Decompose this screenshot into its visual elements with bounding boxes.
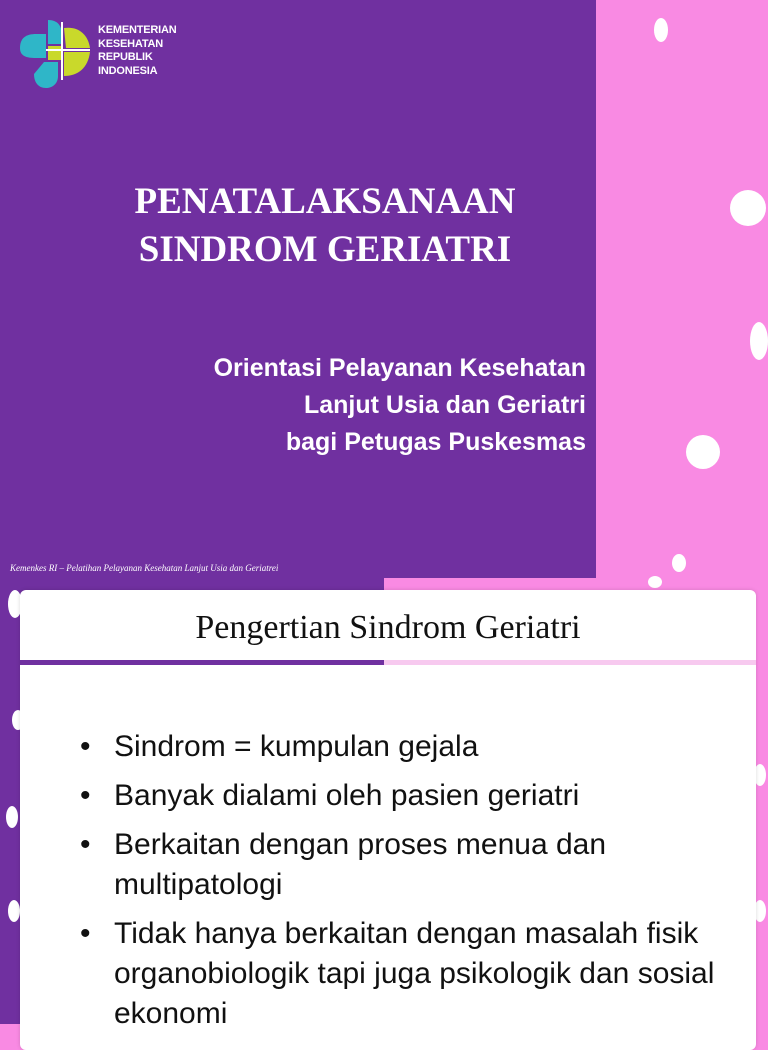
subtitle-line: bagi Petugas Puskesmas xyxy=(285,428,586,456)
subtitle-line: Lanjut Usia dan Geriatri xyxy=(303,391,586,419)
title-line: PENATALAKSANAAN xyxy=(134,181,516,222)
title-divider-accent xyxy=(20,660,384,665)
title-line: SINDROM GERIATRI xyxy=(138,229,512,270)
bullet-list xyxy=(80,727,720,1043)
presentation-title xyxy=(60,178,590,274)
bullet-item: • Tidak hanya berkaitan dengan masalah fisik organobiologik tapi juga psikologik dan sosial ekonomi xyxy=(80,914,720,1034)
ministry-name xyxy=(98,24,176,78)
bullet-item: • Banyak dialami oleh pasien geriatri xyxy=(80,776,720,816)
ministry-name-line: INDONESIA xyxy=(98,64,158,77)
slide-pink-sidebar xyxy=(596,0,768,578)
ministry-name-line: REPUBLIK xyxy=(98,51,153,63)
bullet-item: • Sindrom = kumpulan gejala xyxy=(80,727,720,767)
kemenkes-logo-icon xyxy=(18,18,92,90)
decorative-dot xyxy=(8,900,20,922)
slide-footer: Kemenkes RI – Pelatihan Pelayanan Kesehatan Lanjut Usia dan Geriatrei xyxy=(10,563,279,573)
decorative-dot xyxy=(686,435,720,469)
bullet-item: • Berkaitan dengan proses menua dan multipatologi xyxy=(80,825,720,905)
decorative-dot xyxy=(730,190,766,226)
decorative-dot xyxy=(654,18,668,42)
presentation-subtitle xyxy=(214,350,586,461)
ministry-name-line: KESEHATAN xyxy=(98,37,164,50)
subtitle-line: Orientasi Pelayanan Kesehatan xyxy=(213,354,586,382)
decorative-dot xyxy=(648,576,662,588)
decorative-dot xyxy=(6,806,18,828)
decorative-dot xyxy=(750,322,768,360)
ministry-name-line: KEMENTERIAN xyxy=(98,24,177,36)
decorative-dot xyxy=(672,554,686,572)
slide-title: Pengertian Sindrom Geriatri xyxy=(195,609,581,646)
